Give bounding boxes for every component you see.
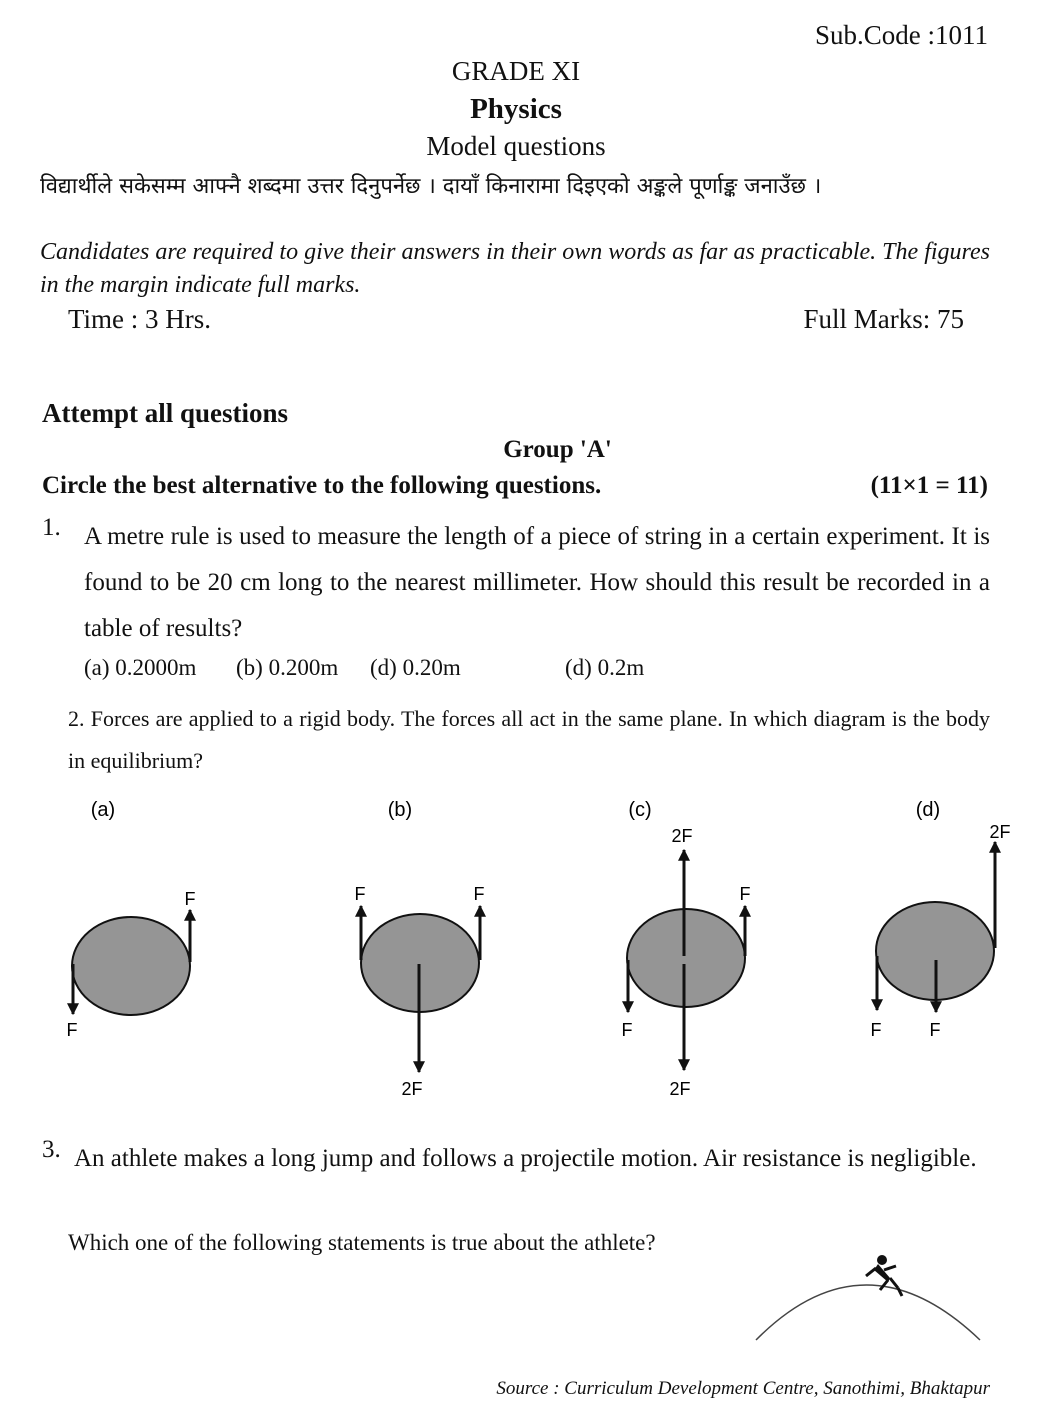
full-marks: Full Marks: 75 [803,304,964,334]
subject-title: Physics [470,93,562,125]
long-jump-illustration [740,1240,1000,1350]
diagram-b-force-label-1: F [354,884,366,904]
q1-number: 1. [42,514,61,541]
force-diagrams [0,780,1050,1110]
q1-text: A metre rule is used to measure the length of a piece of string in a certain experiment. It is found to be 20 cm long to the nearest millimeter. How should this result be recorded in a table of results? [84,523,990,642]
diagram-d-force-label-2: F [870,1020,882,1040]
diagram-d-force-label-3: F [929,1020,941,1040]
diagram-c-force-label-4: 2F [669,1079,691,1099]
diagram-c-label: (c) [628,799,652,821]
diagram-a-force-label-2: F [66,1020,78,1040]
source-credit: Source : Curriculum Development Centre, Sanothimi, Bhaktapur [496,1378,990,1399]
q3-text: An athlete makes a long jump and follows a projectile motion. Air resistance is negligible. [74,1145,977,1172]
projectile-path [756,1285,980,1340]
diagram-c-force-label-1: 2F [671,826,693,846]
q1-option-d[interactable]: (d) 0.2m [565,655,645,680]
diagram-c-force-label-3: F [621,1020,633,1040]
q1-option-b[interactable]: (b) 0.200m [236,655,339,680]
group-heading: Group 'A' [503,436,612,463]
time-allowed: Time : 3 Hrs. [68,304,212,334]
diagram-d[interactable] [871,799,1011,1040]
q3-subquestion: Which one of the following statements is true about the athlete? [68,1230,656,1255]
english-instructions: Candidates are required to give their answers in their own words as far as practicable. The figures in the margin indicate full marks. [40,239,990,298]
diagram-c[interactable] [622,799,751,1099]
diagram-c-force-label-2: F [739,884,751,904]
subject-code: Sub.Code :1011 [814,20,988,50]
nepali-instructions: विद्यार्थीले सकेसम्म आफ्नै शब्दमा उत्तर दिनुपर्नेछ । दायाँ किनारामा दिइएको अङ्कले पूर्णाङ्क जनाउँछ । [40,174,822,199]
athlete-icon [866,1255,902,1296]
diagram-c-body [627,909,745,1007]
diagram-b-force-label-3: 2F [401,1079,423,1099]
section-instruction: Circle the best alternative to the following questions. [42,472,602,499]
diagram-a-label: (a) [90,799,116,821]
diagram-b-force-label-2: F [473,884,485,904]
diagram-b-label: (b) [387,799,413,821]
attempt-heading: Attempt all questions [42,398,289,428]
diagram-a-force-label-1: F [184,889,196,909]
grade-heading: GRADE XI [451,56,581,86]
paper-type: Model questions [426,131,606,161]
diagram-a[interactable] [67,799,196,1040]
q1-option-a[interactable]: (a) 0.2000m [84,655,197,680]
q2-text: 2. Forces are applied to a rigid body. The forces all act in the same plane. In which diagram is the body in equilibrium? [68,706,990,773]
diagram-b[interactable] [355,799,485,1099]
diagram-d-force-label-1: 2F [989,822,1011,842]
section-marks: (11×1 = 11) [870,472,988,499]
q3-number: 3. [42,1136,61,1163]
q1-option-c[interactable]: (d) 0.20m [370,655,461,680]
diagram-a-body [72,917,190,1015]
diagram-d-label: (d) [915,799,941,821]
